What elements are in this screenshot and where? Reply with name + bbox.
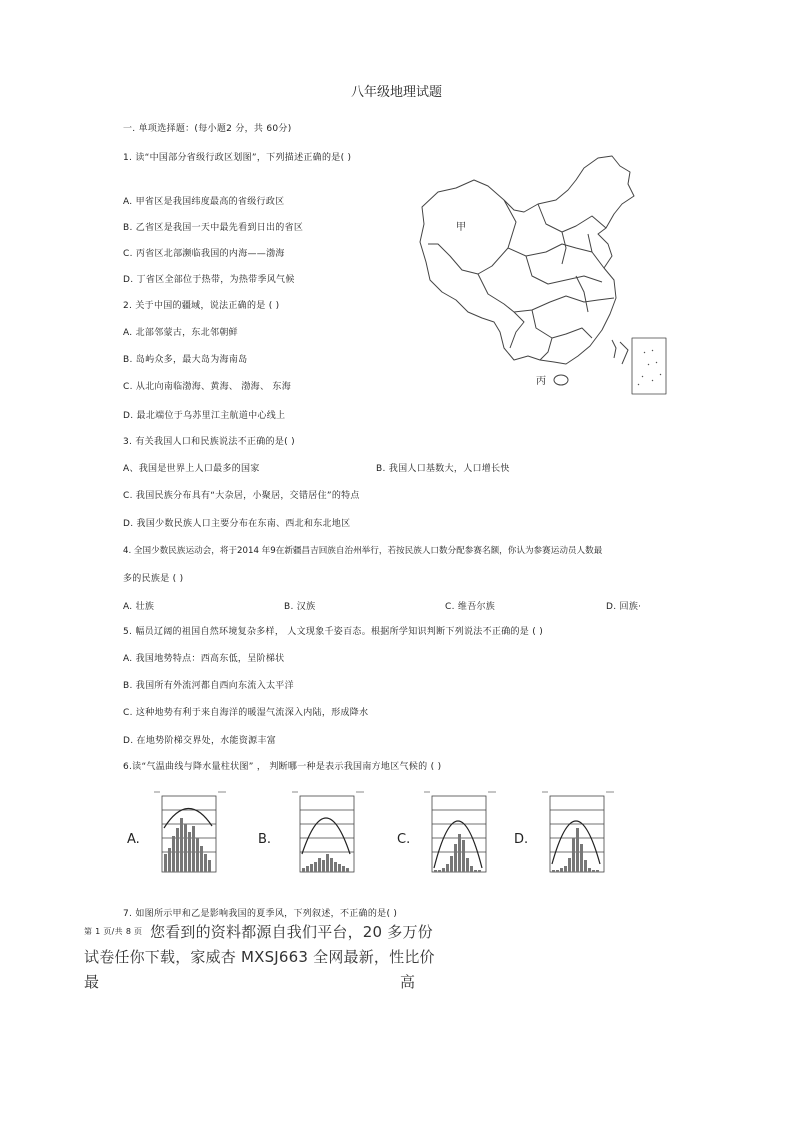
q4-stem-line2: 多的民族是 ( ) xyxy=(123,574,184,584)
q3-option-b: B. 我国人口基数大，人口增长快 xyxy=(376,464,510,474)
climate-label-b: B. xyxy=(258,832,272,847)
q1-option-d: D. 丁省区全部位于热带，为热带季风气候 xyxy=(123,275,295,285)
promo-line-3-start: 最 xyxy=(84,973,100,991)
q7-stem: 7. 如图所示甲和乙是影响我国的夏季风，下列叙述，不正确的是( ) xyxy=(123,909,398,919)
q4-option-a: A. 壮族 xyxy=(123,602,155,612)
q3-option-d: D. 我国少数民族人口主要分布在东南、西北和东北地区 xyxy=(123,519,351,529)
q1-stem: 1. 读“中国部分省级行政区划图”，下列描述正确的是( ) xyxy=(123,153,352,163)
climate-chart-b xyxy=(288,788,366,880)
q3-option-a: A、我国是世界上人口最多的国家 xyxy=(123,464,260,474)
promo-line-3-end: 高 xyxy=(400,973,416,991)
q2-option-b: B. 岛屿众多，最大岛为海南岛 xyxy=(123,355,248,365)
q5-option-a: A. 我国地势特点：西高东低，呈阶梯状 xyxy=(123,654,285,664)
map-label-bing: 丙 xyxy=(536,376,546,387)
q6-stem: 6.读“气温曲线与降水量柱状图” ， 判断哪一种是表示我国南方地区气候的 ( ) xyxy=(123,762,442,772)
promo-line-2: 试卷任你下载，家威杏 MXSJ663 全网最新，性比价 xyxy=(84,948,435,966)
climate-chart-a xyxy=(150,788,228,880)
page-title: 八年级地理试题 xyxy=(350,85,442,100)
q3-stem: 3. 有关我国人口和民族说法不正确的是( ) xyxy=(123,437,295,447)
q4-option-b: B. 汉族 xyxy=(284,602,316,612)
q2-option-d: D. 最北端位于乌苏里江主航道中心线上 xyxy=(123,411,286,421)
q2-option-a: A. 北部邻蒙古，东北邻朝鲜 xyxy=(123,328,238,338)
q4-stem-line1: 4. 全国少数民族运动会，将于2014 年9在新疆昌吉回族自治州举行，若按民族人口数分配参赛名额，你认为参赛运动员人数最 xyxy=(123,546,603,556)
climate-label-d: D. xyxy=(514,832,529,847)
section-heading: 一. 单项选择题：(每小题2 分，共 60分) xyxy=(123,124,292,134)
q2-stem: 2. 关于中国的疆域，说法正确的是 ( ) xyxy=(123,301,280,311)
q4-option-c: C. 维吾尔族 xyxy=(445,602,496,612)
q5-option-c: C. 这种地势有利于来自海洋的暖湿气流深入内陆，形成降水 xyxy=(123,708,369,718)
q5-option-b: B. 我国所有外流河都自西向东流入太平洋 xyxy=(123,681,294,691)
climate-label-c: C. xyxy=(397,832,411,847)
climate-chart-d xyxy=(538,788,616,880)
climate-chart-c xyxy=(420,788,498,880)
china-province-map xyxy=(416,152,672,398)
q1-option-c: C. 丙省区北部濒临我国的内海——渤海 xyxy=(123,249,285,259)
promo-line-1: 您看到的资料都源自我们平台，20 多万份 xyxy=(150,923,433,941)
q4-option-d: D. 回族· xyxy=(606,602,642,612)
q5-option-d: D. 在地势阶梯交界处，水能资源丰富 xyxy=(123,736,277,746)
map-label-jia: 甲 xyxy=(456,222,466,233)
q3-option-c: C. 我国民族分布具有“大杂居，小聚居，交错居住”的特点 xyxy=(123,491,360,501)
q1-option-a: A. 甲省区是我国纬度最高的省级行政区 xyxy=(123,197,285,207)
q2-option-c: C. 从北向南临渤海、黄海、 渤海、 东海 xyxy=(123,382,292,392)
climate-label-a: A. xyxy=(127,832,140,847)
page-number: 第 1 页/共 8 页 xyxy=(84,927,143,936)
q1-option-b: B. 乙省区是我国一天中最先看到日出的省区 xyxy=(123,223,304,233)
q5-stem: 5. 幅员辽阔的祖国自然环境复杂多样， 人文现象千姿百态。根据所学知识判断下列说法不正确的是 ( ) xyxy=(123,627,544,637)
